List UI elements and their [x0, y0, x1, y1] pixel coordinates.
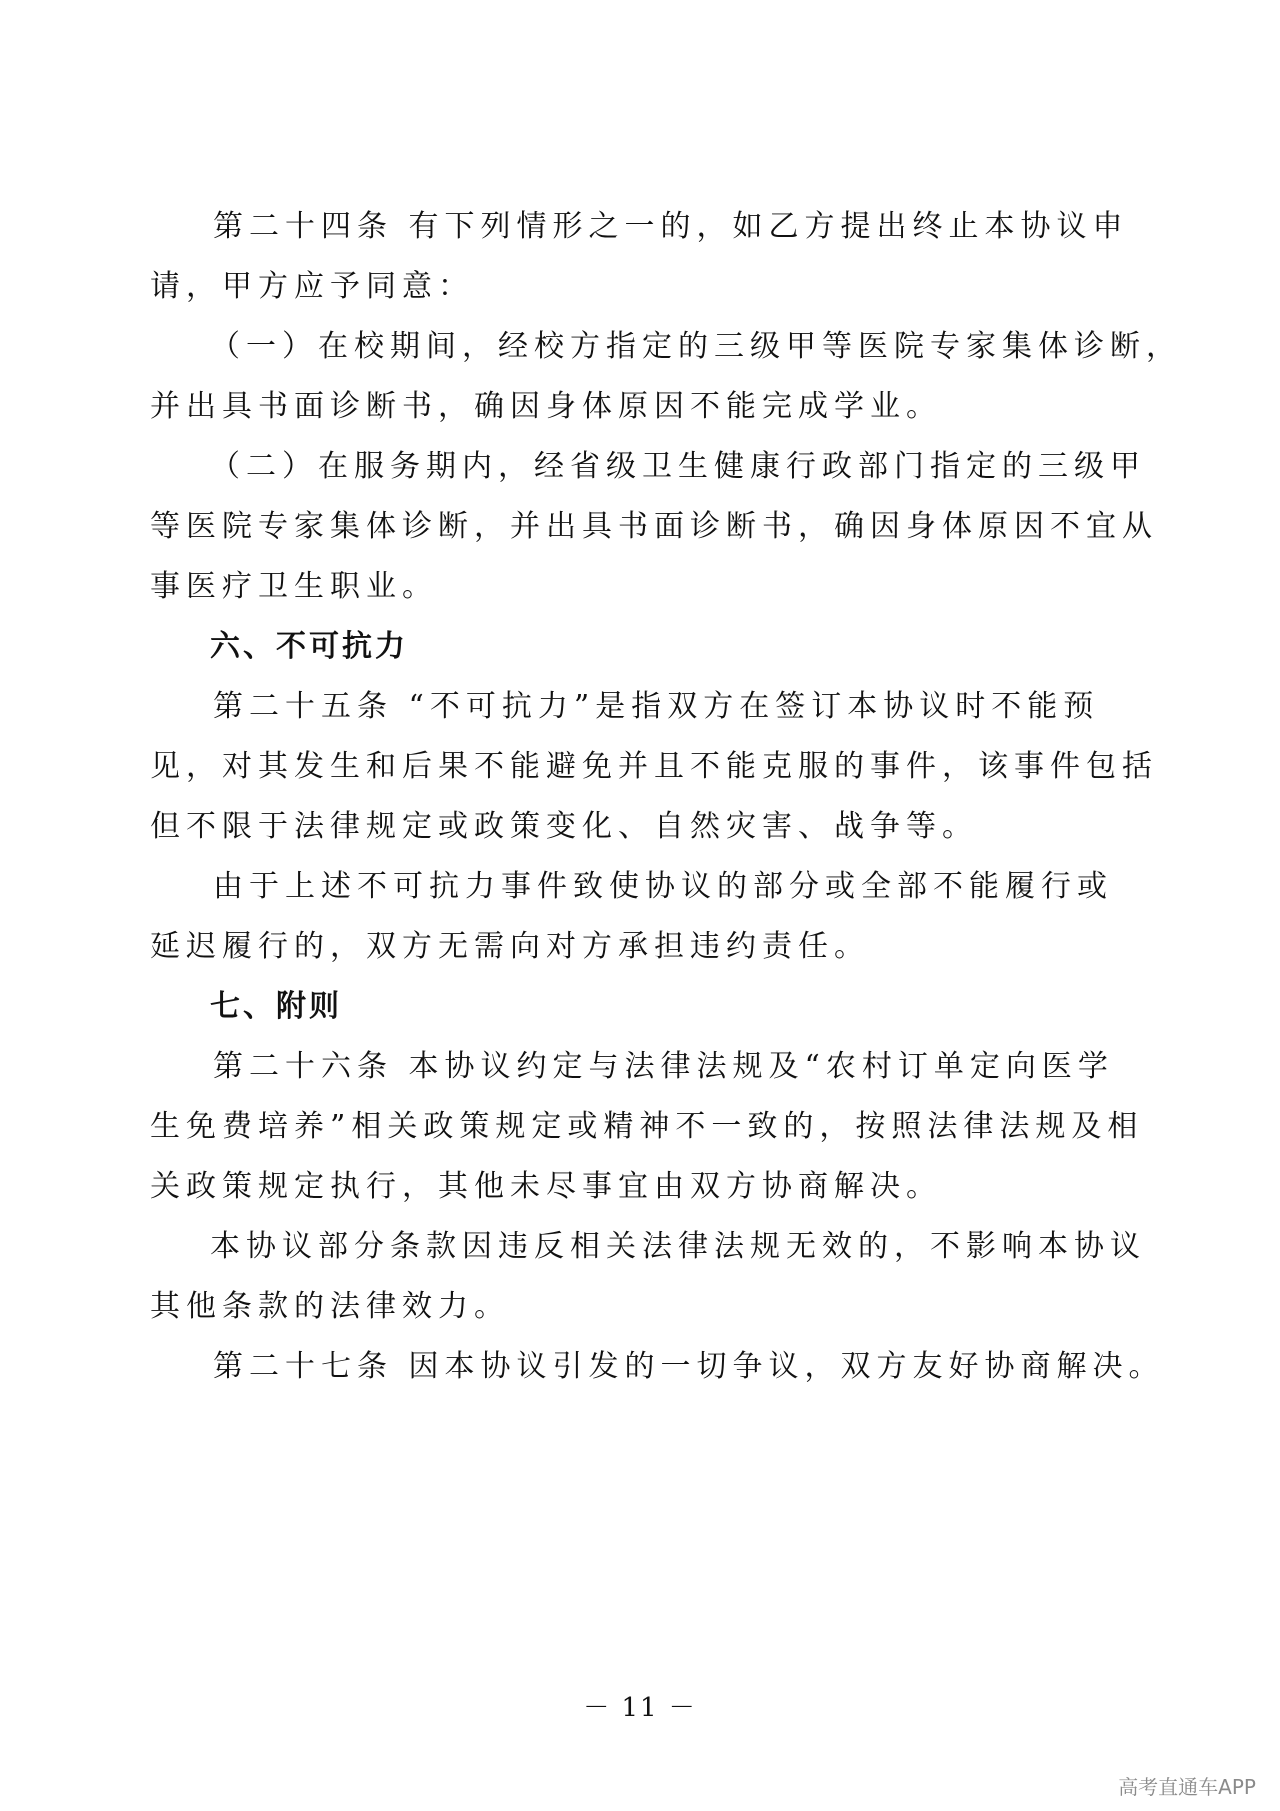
clause-2-line-3: 事医疗卫生职业。 [150, 569, 438, 604]
clause-1-line-2: 并出具书面诊断书，确因身体原因不能完成学业。 [150, 389, 942, 424]
article-26-line-2: 生免费培养”相关政策规定或精神不一致的，按照法律法规及相 [150, 1109, 1144, 1144]
article-24-line-2: 请，甲方应予同意： [150, 269, 474, 304]
force-majeure-para-line-1: 由于上述不可抗力事件致使协议的部分或全部不能履行或 [213, 869, 1113, 904]
validity-para-line-2: 其他条款的法律效力。 [150, 1289, 510, 1324]
article-25-line-1: 第二十五条 “不可抗力”是指双方在签订本协议时不能预 [213, 689, 1100, 724]
watermark-label: 高考直通车APP [1118, 1775, 1256, 1799]
article-26-line-1: 第二十六条 本协议约定与法律法规及“农村订单定向医学 [213, 1049, 1114, 1084]
force-majeure-para-line-2: 延迟履行的，双方无需向对方承担违约责任。 [150, 929, 870, 964]
article-26-line-3: 关政策规定执行，其他未尽事宜由双方协商解决。 [150, 1169, 942, 1204]
clause-1-line-1: （一）在校期间，经校方指定的三级甲等医院专家集体诊断， [210, 329, 1182, 364]
article-25-line-3: 但不限于法律规定或政策变化、自然灾害、战争等。 [150, 809, 978, 844]
article-27-line-1: 第二十七条 因本协议引发的一切争议，双方友好协商解决。 [213, 1349, 1165, 1384]
article-25-line-2: 见，对其发生和后果不能避免并且不能克服的事件，该事件包括 [150, 749, 1158, 784]
clause-2-line-2: 等医院专家集体诊断，并出具书面诊断书，确因身体原因不宜从 [150, 509, 1158, 544]
page-number: － 11 － [583, 1693, 697, 1723]
validity-para-line-1: 本协议部分条款因违反相关法律法规无效的，不影响本协议 [210, 1229, 1146, 1264]
clause-2-line-1: （二）在服务期内，经省级卫生健康行政部门指定的三级甲 [210, 449, 1146, 484]
section-heading-force-majeure: 六、不可抗力 [210, 629, 408, 664]
section-heading-supplementary: 七、附则 [210, 989, 342, 1024]
article-24-line-1: 第二十四条 有下列情形之一的，如乙方提出终止本协议申 [213, 209, 1129, 244]
